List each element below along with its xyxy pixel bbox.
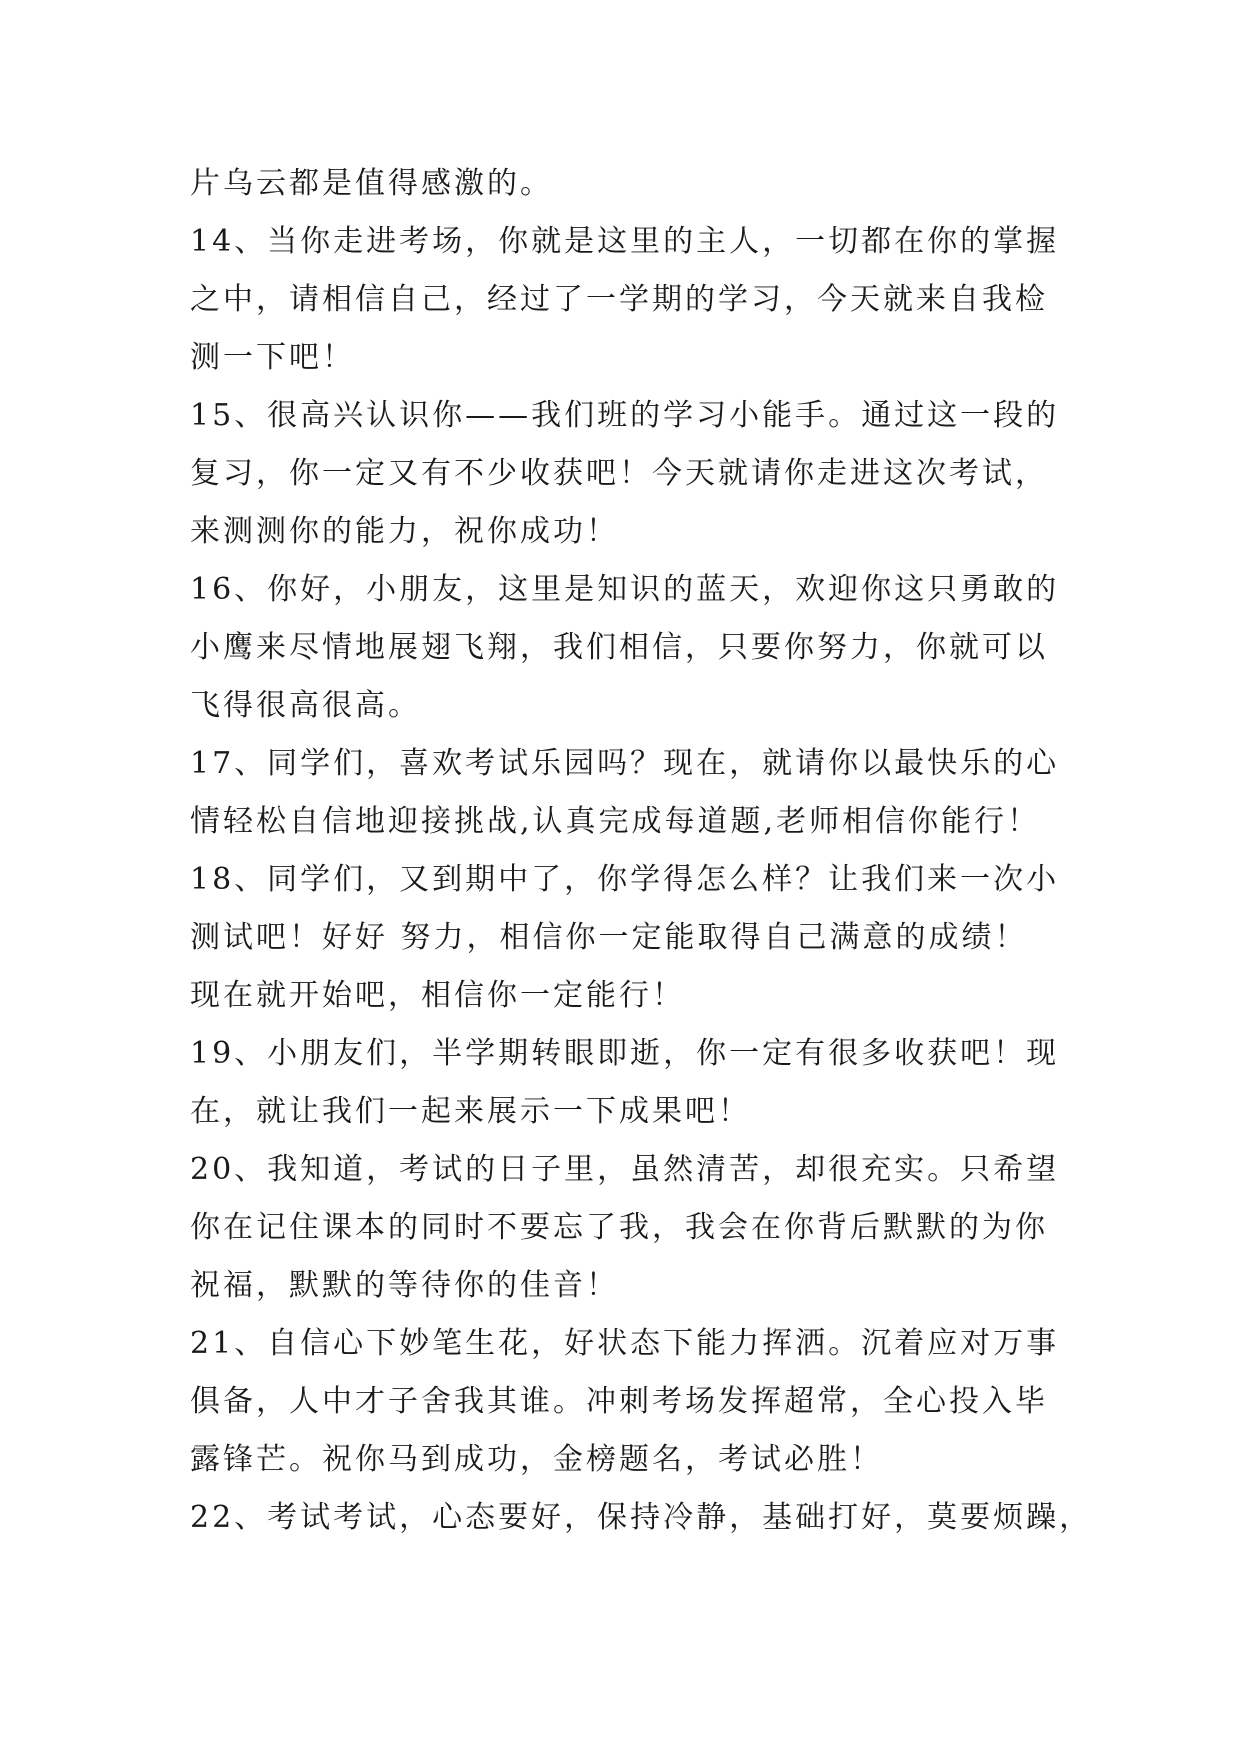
text-line: 现在就开始吧，相信你一定能行！ [190,978,685,1013]
text-line: 17、同学们，喜欢考试乐园吗？现在，就请你以最快乐的心 [190,746,1060,781]
text-line: 来测测你的能力，祝你成功！ [190,514,619,549]
text-line: 露锋芒。祝你马到成功，金榜题名，考试必胜！ [190,1442,883,1477]
text-line: 14、当你走进考场，你就是这里的主人，一切都在你的掌握 [190,224,1060,259]
text-line: 16、你好，小朋友，这里是知识的蓝天，欢迎你这只勇敢的 [190,572,1060,607]
text-line: 片乌云都是值得感激的。 [190,166,553,201]
text-line: 情轻松自信地迎接挑战,认真完成每道题,老师相信你能行！ [190,804,1041,839]
text-line: 19、小朋友们，半学期转眼即逝，你一定有很多收获吧！现 [190,1036,1060,1071]
text-line: 21、自信心下妙笔生花，好状态下能力挥洒。沉着应对万事 [190,1326,1060,1361]
text-line: 在，就让我们一起来展示一下成果吧！ [190,1094,751,1129]
text-line: 复习，你一定又有不少收获吧！今天就请你走进这次考试， [190,456,1048,491]
text-line: 小鹰来尽情地展翅飞翔，我们相信，只要你努力，你就可以 [190,630,1048,665]
text-line: 20、我知道，考试的日子里，虽然清苦，却很充实。只希望 [190,1152,1060,1187]
text-line: 18、同学们，又到期中了，你学得怎么样？让我们来一次小 [190,862,1060,897]
text-line: 测一下吧！ [190,340,355,375]
text-line: 22、考试考试，心态要好，保持冷静，基础打好，莫要烦躁， [190,1500,1093,1535]
text-line: 之中，请相信自己，经过了一学期的学习，今天就来自我检 [190,282,1048,317]
text-line: 祝福，默默的等待你的佳音！ [190,1268,619,1303]
text-line: 飞得很高很高。 [190,688,421,723]
document-body [190,155,1093,1547]
text-line: 测试吧！好好 努力，相信你一定能取得自己满意的成绩！ [190,920,1028,955]
text-line: 俱备，人中才子舍我其谁。冲刺考场发挥超常，全心投入毕 [190,1384,1048,1419]
text-line: 15、很高兴认识你——我们班的学习小能手。通过这一段的 [190,398,1060,433]
text-line: 你在记住课本的同时不要忘了我，我会在你背后默默的为你 [190,1210,1048,1245]
